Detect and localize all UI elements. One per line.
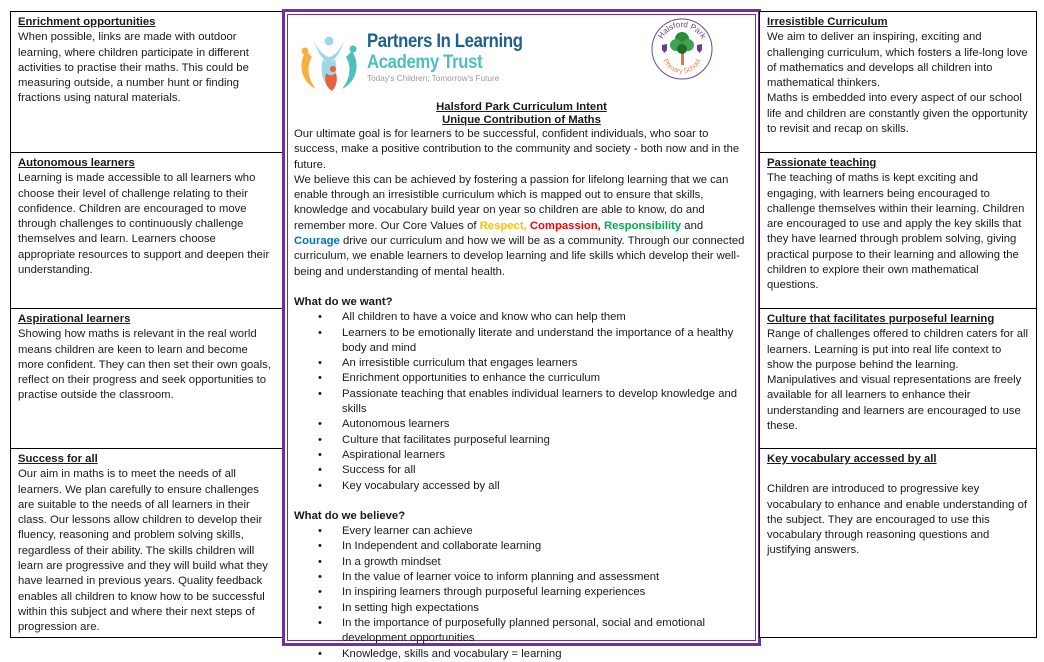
passionate-teaching-box [759,152,1037,309]
want-list [294,310,749,494]
box-heading: Culture that facilitates purposeful learning [767,313,995,325]
core-values-and: and [681,219,704,232]
box-body: When possible, links are made with outdoor learning, where children participate in different activities to practise their maths. This could be measuring outside, a number hunt or finding fractions using natural materials. [18,31,249,105]
trust-name [367,31,544,85]
list-item: • Knowledge, skills and vocabulary = learning [294,647,749,662]
list-item: • An irresistible curriculum that engages learners [294,356,749,371]
core-value-responsibility: Responsibility [603,219,682,232]
box-heading: Irresistible Curriculum [767,16,888,28]
badge-top-text: Halsford Park [656,19,708,41]
box-body: Range of challenges offered to children caters for all learners. Learning is put into real life context to show the purpose behind the learning. Manipulatives and visual representations are freely available for all learners to enhance their understanding and learners are encouraged to use these. [767,328,1029,433]
intro-text-before: We believe this can be achieved by fostering a passion for lifelong learning that we can enable through an irresistible curriculum which is mapped out to ensure that skills, knowledge and vocabulary build year on year so children are able to know, do and remember more. Our Core Values of [294,173,729,232]
want-heading: What do we want? [294,295,393,308]
box-heading: Success for all [18,453,98,465]
box-body: Showing how maths is relevant in the real world means children are keen to learn and become more confident. They can then set their own goals, reflect on their progress and seek opportunities to practise outside the classroom. [18,328,271,402]
list-item: • Learners to be emotionally literate and understand the importance of a healthy body and mind [294,326,749,357]
trust-tagline: Today's Children; Tomorrow's Future [367,74,500,83]
list-item: • All children to have a voice and know who can help them [294,310,749,325]
list-item: • In the importance of purposefully planned personal, social and emotional development opportunities [294,616,749,647]
list-item: • In inspiring learners through purposeful learning experiences [294,585,749,600]
box-body: Children are introduced to progressive key vocabulary to enhance and enable understanding of the subject. They are encouraged to use this vocabulary through reasoning questions and justifying answers. [767,483,1028,557]
list-item: • Culture that facilitates purposeful learning [294,433,749,448]
curriculum-intent-panel [282,9,761,660]
irresistible-curriculum-box [759,11,1037,153]
believe-list [294,524,749,662]
core-value-courage: Courage [294,235,340,248]
list-item: • Autonomous learners [294,417,749,432]
box-body: The teaching of maths is kept exciting and engaging, with learners being encouraged to challenge themselves within their learning. Children are encouraged to use and apply the key skills that they have learned through problem solving, giving practical purpose to their learning and allowing the children to explore their own mathematical questions. [767,172,1025,292]
intro-paragraph-2 [294,173,749,280]
logo-row [294,15,749,101]
box-heading: Aspirational learners [18,313,131,325]
autonomous-learners-box [10,152,283,309]
trust-name-line2: Academy Trust [367,52,483,73]
box-heading: Autonomous learners [18,157,135,169]
list-item: • In setting high expectations [294,601,749,616]
list-item: • Passionate teaching that enables individual learners to develop knowledge and skills [294,387,749,418]
box-body: Our aim in maths is to meet the needs of all learners. We plan carefully to ensure challenges are suitable to the needs of all learners in their class. Our lessons allow children to develop their fluency, reasoning and problem solving skills, regardless of their ability. The skills children will learn are progressive and they will build what they have learned in previous years. Quality feedback enables all children to know how to be successful within this subject and where their next steps of progression are. [18,468,268,634]
box-heading: Key vocabulary accessed by all [767,453,937,465]
intro-text-after: drive our curriculum and how we will be as a community. Through our connected curriculum, we enable learners to develop learning and life skills which develop their well-being and understanding of mental health. [294,235,745,278]
list-item: • Enrichment opportunities to enhance the curriculum [294,371,749,386]
box-body: Learning is made accessible to all learners who choose their level of challenge relating to their confidence. Children are encouraged to move through challenges to continuously challenge themselves and learn. Learners choose appropriate resources to support and deepen their understanding. [18,172,270,277]
purple-frame-inner [287,14,756,660]
list-item: • In Independent and collaborate learning [294,539,749,554]
list-item: • In a growth mindset [294,555,749,570]
success-for-all-box [10,448,283,638]
believe-heading: What do we believe? [294,509,406,522]
document-title: Halsford Park Curriculum Intent [436,101,607,113]
box-heading: Enrichment opportunities [18,16,156,28]
trust-name-line1: Partners In Learning [367,31,523,52]
list-item: • Aspirational learners [294,448,749,463]
intro-paragraph-1: Our ultimate goal is for learners to be successful, confident individuals, who soar to success, make a positive contribution to the community and society - both now and in the future. [294,128,740,171]
box-heading: Passionate teaching [767,157,877,169]
enrichment-opportunities-box [10,11,283,153]
halsford-park-school-badge-icon [650,17,714,81]
core-value-respect: Respect, [479,219,527,232]
box-body-2: Maths is embedded into every aspect of our school life and children are constantly given the opportunity to revisit and recap on skills. [767,92,1028,136]
box-body: We aim to deliver an inspiring, exciting and challenging curriculum, which fosters a life-long love of mathematics and develops all children into mathematical thinkers. [767,31,1028,90]
list-item: • In the value of learner voice to inform planning and assessment [294,570,749,585]
list-item: • Every learner can achieve [294,524,749,539]
core-value-compassion: Compassion, [529,219,601,232]
partners-in-learning-logo-icon [296,29,362,93]
culture-purposeful-learning-box [759,308,1037,449]
badge-bottom-text: Primary School [661,57,703,76]
list-item: • Key vocabulary accessed by all [294,479,749,494]
key-vocabulary-box [759,448,1037,638]
aspirational-learners-box [10,308,283,449]
list-item: • Success for all [294,463,749,478]
document-subtitle: Unique Contribution of Maths [442,114,601,126]
